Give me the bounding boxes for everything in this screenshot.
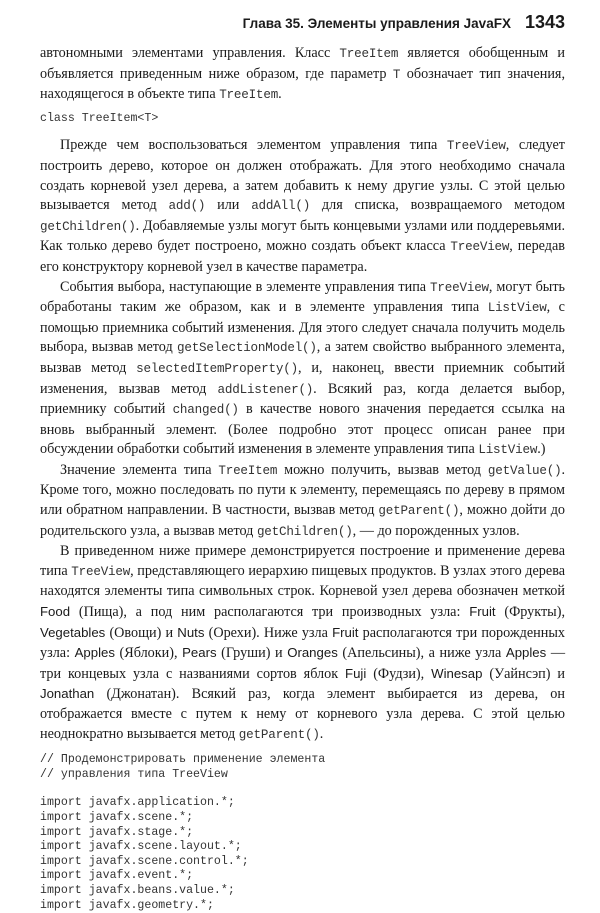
code-import-line: import javafx.scene.*; [40,810,194,824]
code-comment-line: // управления типа TreeView [40,767,228,781]
code-listing [40,753,565,913]
code-import-line: import javafx.scene.control.*; [40,854,249,868]
code-imports [40,796,565,913]
page-number: 1343 [524,12,565,32]
chapter-title: Глава 35. Элементы управления JavaFX [242,16,511,31]
code-import-line: import javafx.scene.layout.*; [40,840,242,854]
code-import-line: import javafx.event.*; [40,869,194,883]
code-import-line: import javafx.application.*; [40,796,235,810]
paragraph-build-tree: Прежде чем воспользоваться элементом управления типа TreeView, следует построить дерево, которое он должен отображать. Для этого необходимо сначала создать корневой узел дерева, а затем добавить к нему другие узлы. С этой целью вызывается метод add() или addAll() для списка, возвращаемого методом getChildren(). Добавляемые узлы могут быть концевыми узлами или поддеревьями. Как только дерево будет построено, можно создать объект класса TreeView, передав его конструктору корневой узел в качестве параметра. [40,137,566,275]
code-import-line: import javafx.geometry.*; [40,898,214,912]
paragraph-treeitem-intro: автономными элементами управления. Класс TreeItem является обобщенным и объявляется приведенным ниже образом, где параметр T обозначает тип значения, находящегося в объекте типа TreeItem. [40,45,565,103]
code-class-declaration: class TreeItem<T> [40,111,159,125]
running-header [40,12,565,38]
paragraph-example-description: В приведенном ниже примере демонстрируется построение и применение дерева типа TreeView, представляющего иерархию пищевых продуктов. В узлах этого дерева находятся элементы типа символьных строк. Корневой узел дерева обозначен меткой Food (Пища), а под ним располагаются три производных узла: Fruit (Фрукты), Vegetables (Овощи) и Nuts (Орехи). Ниже узла Fruit располагаются три порожденных узла: Apples (Яблоки), Pears (Груши) и Oranges (Апельсины), а ниже узла Apples — три концевых узла с названиями сортов яблок Fuji (Фудзи), Winesap (Уайнсэп) и Jonathan (Джонатан). Всякий раз, когда элемент выбирается из дерева, он отображается вместе с путем к нему от корневого узла дерева. С этой целью неоднократно вызывается метод getParent(). [40,543,566,742]
page-body [40,44,565,913]
paragraph-item-value: Значение элемента типа TreeItem можно получить, вызвав метод getValue(). Кроме того, можно последовать по пути к элементу, перемещаясь по дереву в прямом или обратном направлении. В частности, вызвав метод getParent(), можно дойти до родительского узла, а вызвав метод getChildren(), — до порожденных узлов. [40,461,566,539]
code-import-line: import javafx.beans.value.*; [40,883,235,897]
paragraph-selection-events: События выбора, наступающие в элементе управления типа TreeView, могут быть обработаны таким же образом, как и в элементе управления типа ListView, с помощью приемника событий изменения. Для этого следует сначала получить модель выбора, вызвав метод getSelectionModel(), а затем свойство выбранного элемента, вызвав метод selectedItemProperty(), и, наконец, ввести приемник событий изменения, вызвав метод addListener(). Всякий раз, когда делается выбор, приемнику событий changed() в качестве нового значения передается ссылка на вновь выбранный элемент. (Более подробно этот процесс описан ранее при обсуждении обработки событий изменения в элементе управления типа ListView.) [40,278,566,458]
code-import-line: import javafx.stage.*; [40,825,194,839]
code-comment-line: // Продемонстрировать применение элемента [40,753,326,767]
